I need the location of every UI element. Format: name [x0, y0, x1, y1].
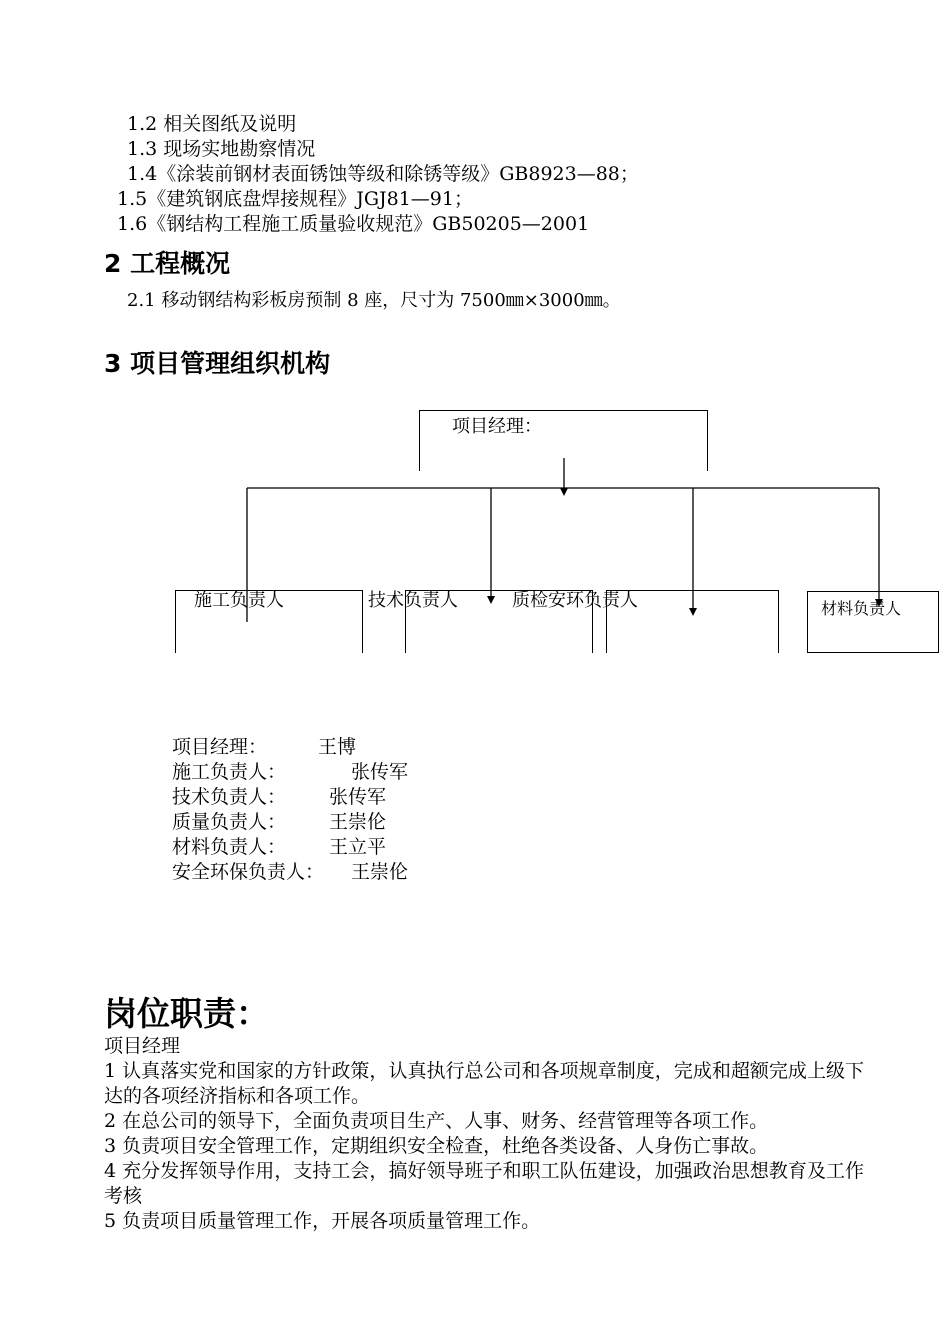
- org-label-quality-safety: 质检安环负责人: [512, 590, 638, 611]
- reference-1-5: 1.5《建筑钢底盘焊接规程》JGJ81—91；: [117, 188, 473, 210]
- duty-item-1: 1 认真落实党和国家的方针政策，认真执行总公司和各项规章制度，完成和超额完成上级下达的各项经济指标和各项工作。: [104, 1060, 864, 1107]
- section-2-heading: 2 工程概况: [104, 249, 231, 278]
- staff-name-manager: 王博: [318, 736, 357, 758]
- staff-role-quality: 质量负责人：: [172, 811, 287, 833]
- staff-role-construction: 施工负责人：: [172, 761, 287, 783]
- duty-item-3: 3 负责项目安全管理工作，定期组织安全检查，杜绝各类设备、人身伤亡事故。: [104, 1135, 769, 1157]
- duties-heading: 岗位职责：: [104, 994, 269, 1033]
- staff-name-materials: 王立平: [329, 836, 387, 858]
- staff-name-safety: 王崇伦: [351, 861, 409, 883]
- section-2-1-text: 2.1 移动钢结构彩板房预制 8 座，尺寸为 7500㎜×3000㎜。: [127, 290, 621, 311]
- reference-1-2: 1.2 相关图纸及说明: [127, 113, 297, 135]
- staff-role-manager: 项目经理：: [172, 736, 268, 758]
- org-label-project-manager: 项目经理：: [452, 416, 542, 437]
- duty-item-4: 4 充分发挥领导作用，支持工会，搞好领导班子和职工队伍建设，加强政治思想教育及工作考核: [104, 1160, 864, 1207]
- reference-1-4: 1.4《涂装前钢材表面锈蚀等级和除锈等级》GB8923—88；: [127, 163, 639, 185]
- org-label-materials: 材料负责人: [821, 599, 902, 618]
- org-label-technical: 技术负责人: [368, 590, 458, 611]
- duty-item-2: 2 在总公司的领导下，全面负责项目生产、人事、财务、经营管理等各项工作。: [104, 1110, 769, 1132]
- duties-subtitle: 项目经理: [104, 1035, 181, 1057]
- section-3-heading: 3 项目管理组织机构: [104, 349, 331, 378]
- staff-role-technical: 技术负责人：: [172, 786, 287, 808]
- staff-name-quality: 王崇伦: [329, 811, 387, 833]
- staff-name-technical: 张传军: [329, 786, 387, 808]
- reference-1-6: 1.6《钢结构工程施工质量验收规范》GB50205—2001: [117, 213, 590, 235]
- org-label-construction: 施工负责人: [194, 590, 284, 611]
- staff-role-materials: 材料负责人：: [172, 836, 287, 858]
- reference-1-3: 1.3 现场实地勘察情况: [127, 138, 316, 160]
- staff-name-construction: 张传军: [351, 761, 409, 783]
- duty-item-5: 5 负责项目质量管理工作，开展各项质量管理工作。: [104, 1210, 541, 1232]
- staff-role-safety: 安全环保负责人：: [172, 861, 325, 883]
